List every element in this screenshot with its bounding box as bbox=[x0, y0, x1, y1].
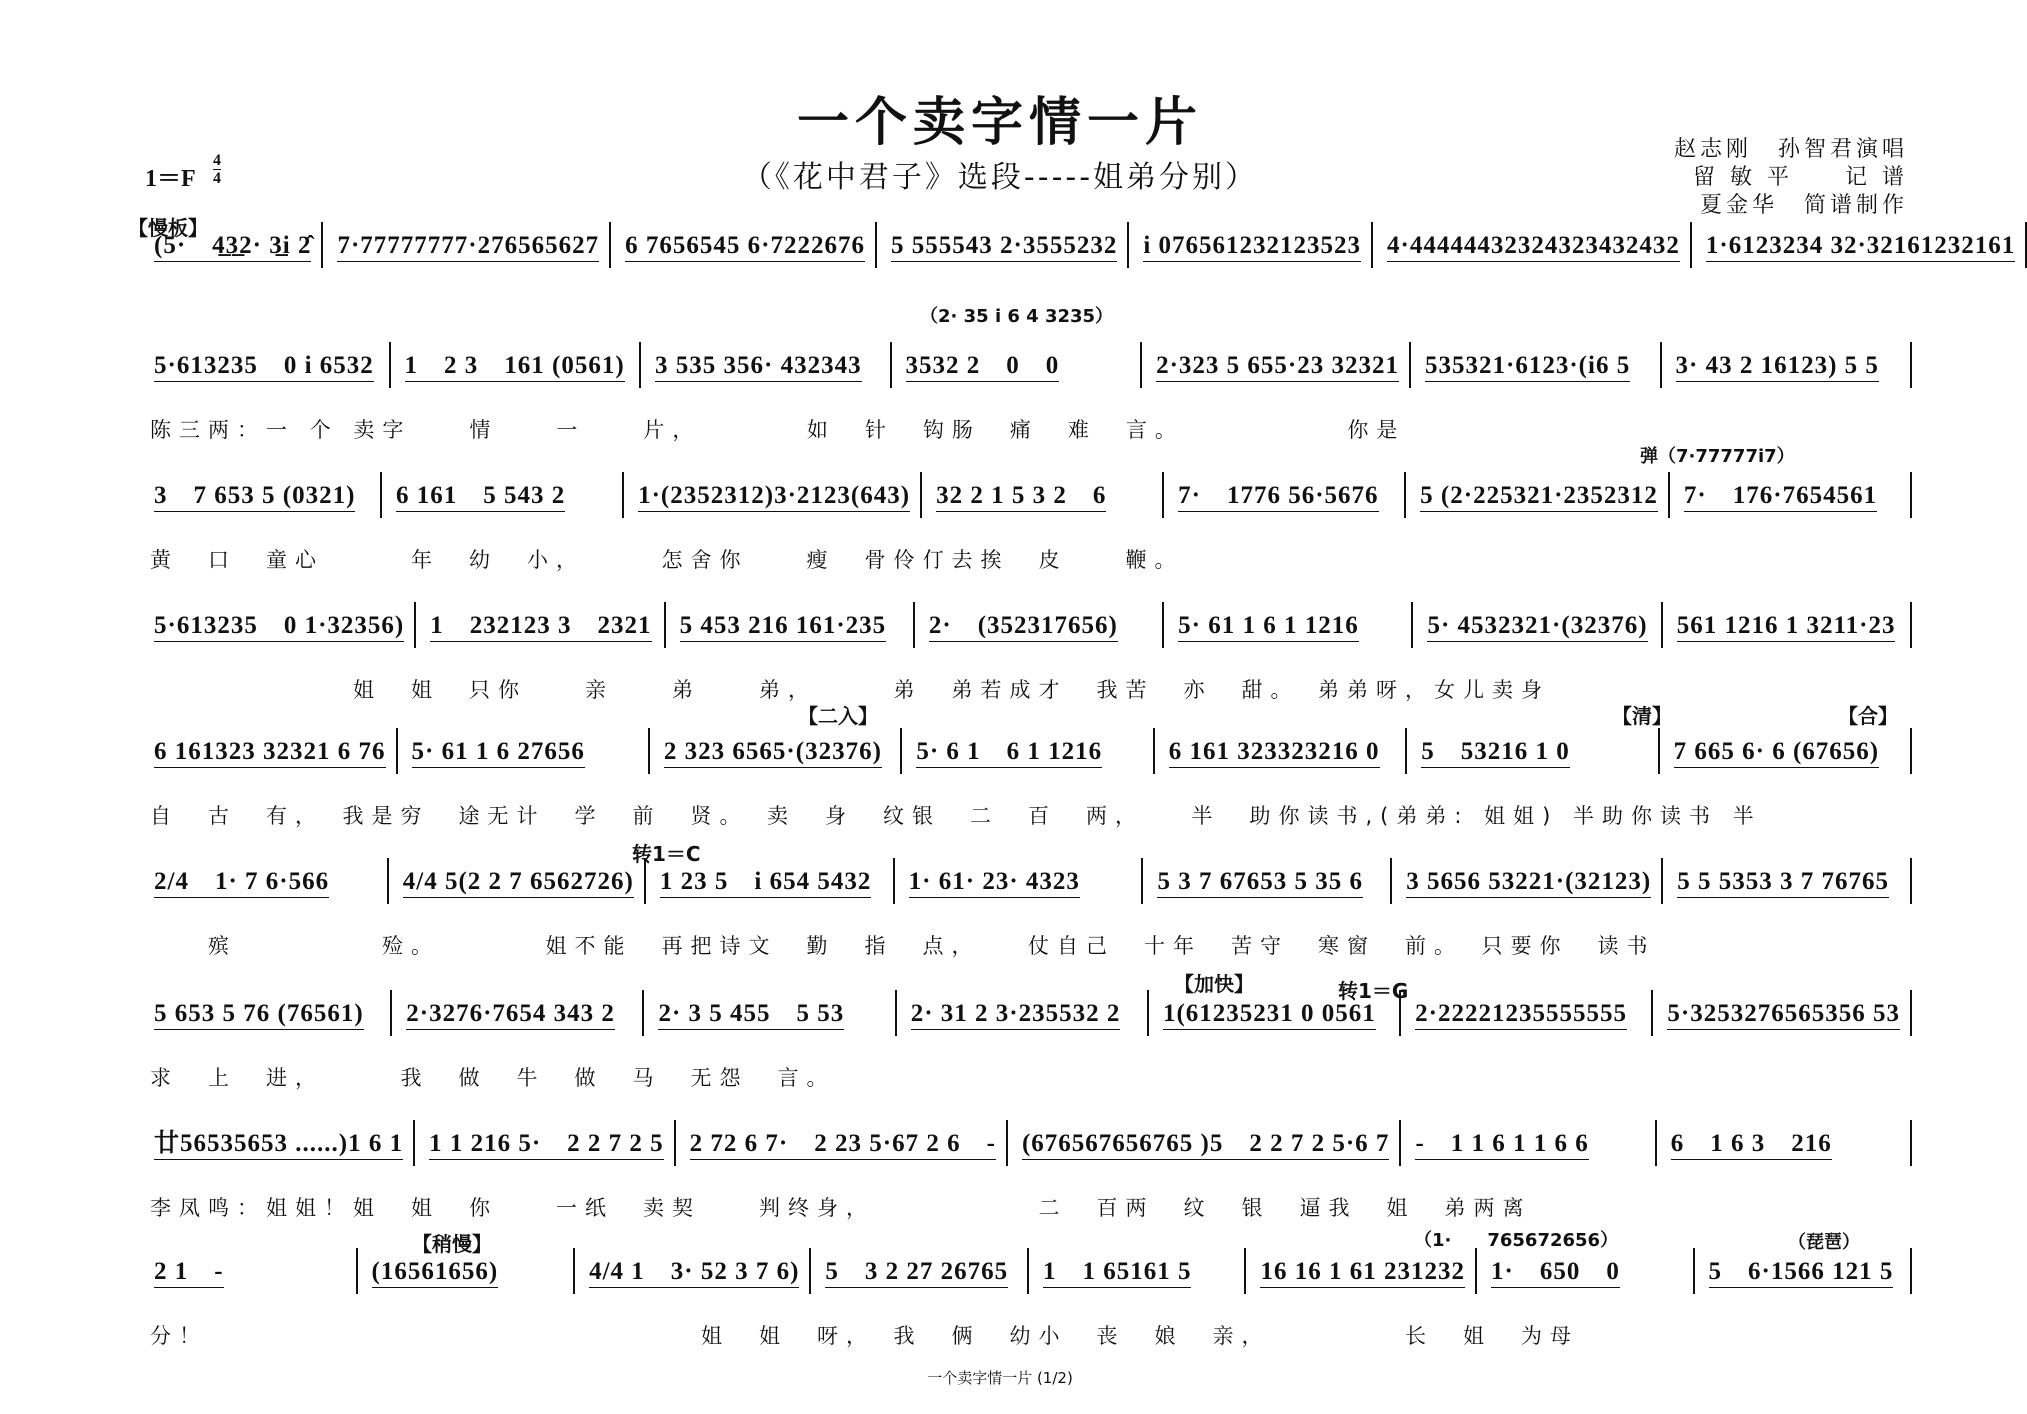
measure-row bbox=[140, 222, 2016, 268]
measure bbox=[1401, 990, 1653, 1036]
measure-notes: 4/4 5(2 2 7 6562726) bbox=[403, 869, 634, 898]
measure bbox=[915, 602, 1164, 648]
measure bbox=[892, 342, 1143, 388]
measure-notes: 2·323 5 655·23 32321 bbox=[1156, 353, 1399, 382]
measure bbox=[1663, 858, 1912, 904]
credit-notation-maker: 夏金华 简谱制作 bbox=[1699, 193, 1908, 218]
measure bbox=[646, 858, 895, 904]
measure-notes: 5 53216 1 0 bbox=[1421, 739, 1570, 768]
measure-row bbox=[140, 1248, 1912, 1294]
measure-notes: 561 1216 1 3211·23 bbox=[1677, 613, 1896, 642]
measure-notes: 6 1 6 3 216 bbox=[1671, 1131, 1832, 1160]
measure-notes: 廿56535653 ......)1 6 1 bbox=[154, 1131, 403, 1160]
measure-notes: 3532 2 0 0 bbox=[906, 353, 1060, 382]
measure-notes: 5 555543 2·3555232 bbox=[891, 233, 1117, 262]
measure bbox=[811, 1248, 1029, 1294]
measure-notes: 7· 1776 56·5676 bbox=[1178, 483, 1378, 512]
measure-notes: 2· 31 2 3·235532 2 bbox=[911, 1001, 1121, 1030]
measure bbox=[140, 1120, 415, 1166]
measure-row bbox=[140, 858, 1912, 904]
measure bbox=[1660, 728, 1912, 774]
lyrics-line: 陈三两：一 个 卖字 情 一 片， 如 针 钩肠 痛 难 言。 你是 bbox=[150, 418, 1406, 442]
measure-notes: 2/4 1· 7 6·566 bbox=[154, 869, 329, 898]
measure bbox=[1406, 472, 1670, 518]
measure-notes: 6 161323 32321 6 76 bbox=[154, 739, 386, 768]
measure bbox=[398, 728, 650, 774]
measure-notes: 2 72 6 7· 2 23 5·67 2 6 - bbox=[690, 1131, 996, 1160]
measure bbox=[922, 472, 1164, 518]
measure bbox=[391, 342, 642, 388]
tempo-mark-shao-man: 【稍慢】 bbox=[412, 1232, 492, 1256]
measure-notes: 3 7 653 5 (0321) bbox=[154, 483, 355, 512]
measure-notes: 1 232123 3 2321 bbox=[430, 613, 651, 642]
measure bbox=[1477, 1248, 1695, 1294]
measure-notes: 2·22221235555555 bbox=[1415, 1001, 1627, 1030]
measure bbox=[644, 990, 896, 1036]
measure-notes: 5·613235 0 1·32356) bbox=[154, 613, 404, 642]
page-footer: 一个卖字情一片 (1/2) bbox=[927, 1369, 1073, 1387]
measure bbox=[1657, 1120, 1912, 1166]
measure bbox=[140, 342, 391, 388]
measure bbox=[1155, 728, 1407, 774]
lyrics-line: 分！ 姐 姐 呀， 我 俩 幼小 丧 娘 亲， 长 姐 为母 bbox=[150, 1324, 1579, 1348]
key-signature: 1＝F bbox=[145, 166, 196, 192]
measure bbox=[575, 1248, 811, 1294]
bracket-note-2: （2· 35 i 6 4 3235） bbox=[920, 306, 1114, 327]
tempo-mark-tan: 弹（7·77777i7） bbox=[1640, 446, 1795, 467]
measure-row bbox=[140, 342, 1912, 388]
measure bbox=[1407, 728, 1659, 774]
measure-notes: 5 453 216 161·235 bbox=[680, 613, 887, 642]
measure-notes: 16 16 1 61 231232 bbox=[1260, 1259, 1465, 1288]
measure bbox=[140, 602, 416, 648]
measure-notes: 6 161 323323216 0 bbox=[1169, 739, 1380, 768]
measure bbox=[1164, 602, 1413, 648]
measure bbox=[1653, 990, 1912, 1036]
measure-notes: 4/4 1 3· 52 3 7 6) bbox=[589, 1259, 799, 1288]
measure bbox=[416, 602, 665, 648]
measure-notes: 1·(2352312)3·2123(643) bbox=[638, 483, 910, 512]
page-subtitle: （《花中君子》选段-----姐弟分别） bbox=[741, 160, 1259, 195]
measure-notes: 7 665 6· 6 (67656) bbox=[1674, 739, 1880, 768]
measure-notes: 7·77777777·276565627 bbox=[337, 233, 599, 262]
bracket-note-10: （1· 765672656） bbox=[1414, 1230, 1619, 1251]
measure-notes: 1· 650 0 bbox=[1491, 1259, 1620, 1288]
measure bbox=[382, 472, 624, 518]
measure-notes: 1· 61· 23· 4323 bbox=[909, 869, 1080, 898]
measure-row bbox=[140, 472, 1912, 518]
measure-notes: 1 2 3 161 (0561) bbox=[405, 353, 625, 382]
measure-notes: 1 1 216 5· 2 2 7 2 5 bbox=[429, 1131, 664, 1160]
measure-notes: (5· 4̲3̲2· 3̲i 2̂ bbox=[154, 233, 311, 262]
tempo-mark-qing: 【清】 bbox=[1612, 704, 1672, 728]
tempo-mark-er-ru: 【二入】 bbox=[798, 704, 878, 728]
measure-notes: 6 7656545 6·7222676 bbox=[625, 233, 865, 262]
tempo-mark-jia-kuai: 【加快】 bbox=[1174, 972, 1254, 996]
measure bbox=[140, 990, 392, 1036]
measure-notes: 6 161 5 543 2 bbox=[396, 483, 565, 512]
measure bbox=[641, 342, 892, 388]
measure bbox=[895, 858, 1144, 904]
measure-notes: (16561656) bbox=[372, 1259, 499, 1288]
time-signature-bottom: 4 bbox=[213, 170, 221, 187]
measure-notes: 3 535 356· 432343 bbox=[655, 353, 862, 382]
measure-notes: 1 1 65161 5 bbox=[1043, 1259, 1192, 1288]
measure bbox=[1008, 1120, 1402, 1166]
measure bbox=[389, 858, 646, 904]
measure-notes: 5· 61 1 6 27656 bbox=[412, 739, 585, 768]
modulation-to-g: 转1＝G bbox=[1338, 979, 1409, 1003]
measure-row bbox=[140, 728, 1912, 774]
modulation-to-c: 转1＝C bbox=[632, 842, 701, 866]
measure-notes: 5· 4532321·(32376) bbox=[1427, 613, 1647, 642]
measure bbox=[877, 222, 1129, 268]
measure bbox=[676, 1120, 1008, 1166]
measure bbox=[1662, 342, 1913, 388]
measure-notes: i 076561232123523 bbox=[1143, 233, 1361, 262]
measure-notes: (676567656765 )5 2 2 7 2 5·6 7 bbox=[1022, 1131, 1390, 1160]
measure-notes: 2· 3 5 455 5 53 bbox=[658, 1001, 844, 1030]
measure-notes: 2 1 - bbox=[154, 1259, 224, 1288]
lyrics-line: 黄 口 童心 年 幼 小， 怎舍你 瘦 骨伶仃去挨 皮 鞭。 bbox=[150, 548, 1184, 572]
measure-notes: 2 323 6565·(32376) bbox=[664, 739, 882, 768]
measure bbox=[1411, 342, 1662, 388]
measure-notes: 5 6·1566 121 5 bbox=[1709, 1259, 1894, 1288]
measure bbox=[392, 990, 644, 1036]
measure bbox=[1246, 1248, 1477, 1294]
measure bbox=[1149, 990, 1401, 1036]
measure-notes: 5·613235 0 i 6532 bbox=[154, 353, 374, 382]
measure-notes: 5 5 5353 3 7 76765 bbox=[1677, 869, 1889, 898]
measure bbox=[1392, 858, 1663, 904]
measure bbox=[1401, 1120, 1656, 1166]
measure-notes: 1·6123234 32·32161232161 bbox=[1706, 233, 2015, 262]
measure-row bbox=[140, 990, 1912, 1036]
measure bbox=[1663, 602, 1912, 648]
measure-notes: - 1 1 6 1 1 6 6 bbox=[1415, 1131, 1588, 1160]
page-title: 一个卖字情一片 bbox=[796, 93, 1203, 153]
measure-notes: 5· 6 1 6 1 1216 bbox=[916, 739, 1102, 768]
measure-notes: 3· 43 2 16123) 5 5 bbox=[1676, 353, 1879, 382]
measure-notes: 5· 61 1 6 1 1216 bbox=[1178, 613, 1359, 642]
measure-notes: 32 2 1 5 3 2 6 bbox=[936, 483, 1106, 512]
measure bbox=[1670, 472, 1912, 518]
measure-notes: 5·3253276565356 53 bbox=[1667, 1001, 1900, 1030]
measure bbox=[140, 858, 389, 904]
time-signature-top: 4 bbox=[213, 152, 221, 169]
measure bbox=[897, 990, 1149, 1036]
measure-notes: 7· 176·7654561 bbox=[1684, 483, 1877, 512]
measure bbox=[140, 1248, 358, 1294]
measure bbox=[902, 728, 1154, 774]
lyrics-line: 自 古 有， 我是穷 途无计 学 前 贤。 卖 身 纹银 二 百 两， 半 助你读书,(弟弟: 姐姐) 半助你读书 半 bbox=[150, 804, 1762, 828]
instrument-pipa: （琵琶） bbox=[1788, 1232, 1860, 1253]
tempo-mark-man-ban: 【慢板】 bbox=[128, 216, 208, 240]
measure bbox=[666, 602, 915, 648]
measure bbox=[1143, 858, 1392, 904]
measure bbox=[650, 728, 902, 774]
lyrics-line: 姐 姐 只你 亲 弟 弟， 弟 弟若成才 我苦 亦 甜。 弟弟呀，女儿卖身 bbox=[150, 678, 1550, 702]
lyrics-line: 李凤鸣：姐姐！姐 姐 你 一纸 卖契 判终身， 二 百两 纹 银 逼我 姐 弟两离 bbox=[150, 1196, 1532, 1220]
measure bbox=[140, 472, 382, 518]
measure-notes: 1(61235231 0 0561 bbox=[1163, 1001, 1376, 1030]
measure bbox=[1142, 342, 1411, 388]
credit-transcriber: 留 敏 平 记 谱 bbox=[1693, 165, 1908, 190]
measure bbox=[1413, 602, 1662, 648]
measure bbox=[1129, 222, 1373, 268]
measure bbox=[624, 472, 922, 518]
measure-row bbox=[140, 602, 1912, 648]
time-signature bbox=[213, 152, 221, 187]
measure bbox=[1695, 1248, 1913, 1294]
measure bbox=[358, 1248, 576, 1294]
measure-notes: 5 3 2 27 26765 bbox=[825, 1259, 1008, 1288]
measure-row bbox=[140, 1120, 1912, 1166]
measure bbox=[323, 222, 611, 268]
measure-notes: 2·3276·7654 343 2 bbox=[406, 1001, 615, 1030]
measure bbox=[1373, 222, 1692, 268]
tempo-mark-he: 【合】 bbox=[1838, 704, 1898, 728]
lyrics-line: 殡 殓。 姐不能 再把诗文 勤 指 点， 仗自己 十年 苦守 寒窗 前。 只要你 读书 bbox=[150, 934, 1656, 958]
measure-notes: 5 3 7 67653 5 35 6 bbox=[1157, 869, 1363, 898]
measure-notes: 5 (2·225321·2352312 bbox=[1420, 483, 1658, 512]
lyrics-line: 求 上 进， 我 做 牛 做 马 无怨 言。 bbox=[150, 1066, 836, 1090]
measure bbox=[140, 222, 323, 268]
measure-notes: 4·44444432324323432432 bbox=[1387, 233, 1680, 262]
measure bbox=[1029, 1248, 1247, 1294]
measure-notes: 1 23 5 i 654 5432 bbox=[660, 869, 871, 898]
measure bbox=[415, 1120, 676, 1166]
credit-performers: 赵志刚 孙智君演唱 bbox=[1673, 137, 1908, 162]
measure-notes: 535321·6123·(i6 5 bbox=[1425, 353, 1630, 382]
measure-notes: 3 5656 53221·(32123) bbox=[1406, 869, 1651, 898]
measure-notes: 2· (352317656) bbox=[929, 613, 1118, 642]
measure bbox=[611, 222, 877, 268]
measure bbox=[1692, 222, 2027, 268]
measure bbox=[1164, 472, 1406, 518]
measure-notes: 5 653 5 76 (76561) bbox=[154, 1001, 364, 1030]
measure bbox=[140, 728, 398, 774]
